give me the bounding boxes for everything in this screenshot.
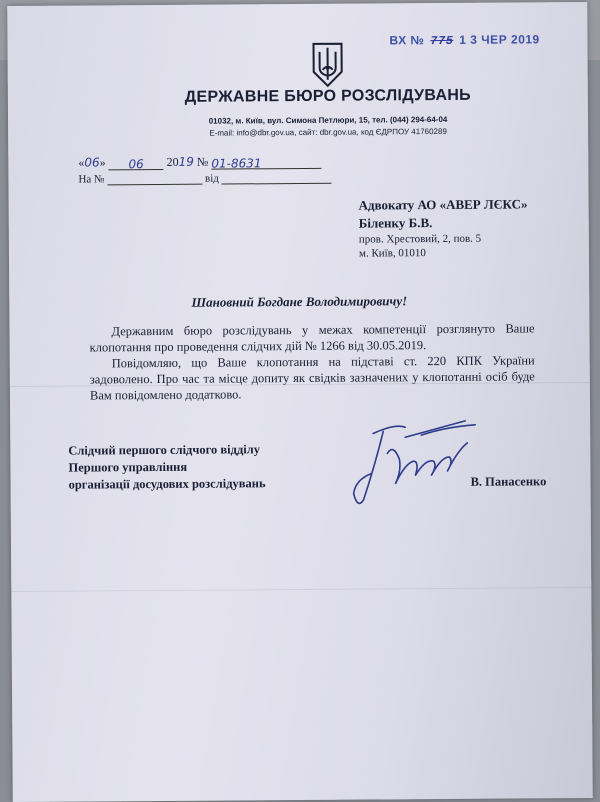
letter-body <box>89 320 535 403</box>
outgoing-day: 06 <box>84 155 100 170</box>
incoming-stamp <box>389 32 559 53</box>
signatory-name: В. Панасенко <box>470 474 547 489</box>
handwritten-signature-icon <box>335 413 486 514</box>
stamp-prefix: ВХ № <box>389 33 425 48</box>
outgoing-date-line: «06» 06 2019 № 01-8631 <box>78 154 321 171</box>
outgoing-month: 06 <box>128 157 144 172</box>
outgoing-year-prefix: 20 <box>166 154 179 169</box>
recipient-line: м. Київ, 01010 <box>358 247 426 260</box>
outgoing-year: 19 <box>178 154 194 169</box>
recipient-line: Адвокату АО «АВЕР ЛЄКС» <box>358 196 528 213</box>
outgoing-number: 01-8631 <box>211 156 262 171</box>
signatory-position <box>68 441 265 493</box>
reference-label: На № <box>78 173 105 186</box>
reference-from-label: від <box>204 172 219 185</box>
paper-fold <box>11 587 591 592</box>
position-line: Першого управління <box>68 459 188 475</box>
organization-address: 01032, м. Київ, вул. Симона Петлюри, 15, тел. (044) 294-64-04 <box>208 114 448 126</box>
position-line: організації досудових розслідувань <box>68 476 266 492</box>
organization-contacts: E-mail: info@dbr.gov.ua, сайт: dbr.gov.ua, код ЄДРПОУ 41760289 <box>209 126 447 138</box>
salutation: Шановний Богдане Володимировичу! <box>191 293 408 310</box>
stamp-date: 1 3 ЧЕР 2019 <box>459 32 540 47</box>
recipient-line: пров. Хрестовий, 2, пов. 5 <box>358 232 482 246</box>
body-paragraph: Державним бюро розслідувань у межах компетенції розглянуто Ваше клопотання про проведення слідчих дій № 1266 від 30.05.2019. <box>89 321 535 355</box>
recipient-block <box>359 195 528 260</box>
outgoing-number-label: № <box>196 154 209 169</box>
stamp-number: 775 <box>430 33 454 49</box>
reference-line <box>78 171 331 186</box>
body-paragraph: Повідомляю, що Ваше клопотання на підставі ст. 220 КПК України задоволено. Про час та місце допиту як свідків зазначених у клопотанні осіб буде Вам повідомлено додатково. <box>89 353 535 403</box>
recipient-line: Біленку Б.В. <box>358 215 433 231</box>
trident-emblem-icon <box>307 40 347 90</box>
letter-sheet <box>7 2 593 802</box>
position-line: Слідчий першого слідчого відділу <box>68 442 261 458</box>
organization-title: ДЕРЖАВНЕ БЮРО РОЗСЛІДУВАНЬ <box>184 86 472 106</box>
